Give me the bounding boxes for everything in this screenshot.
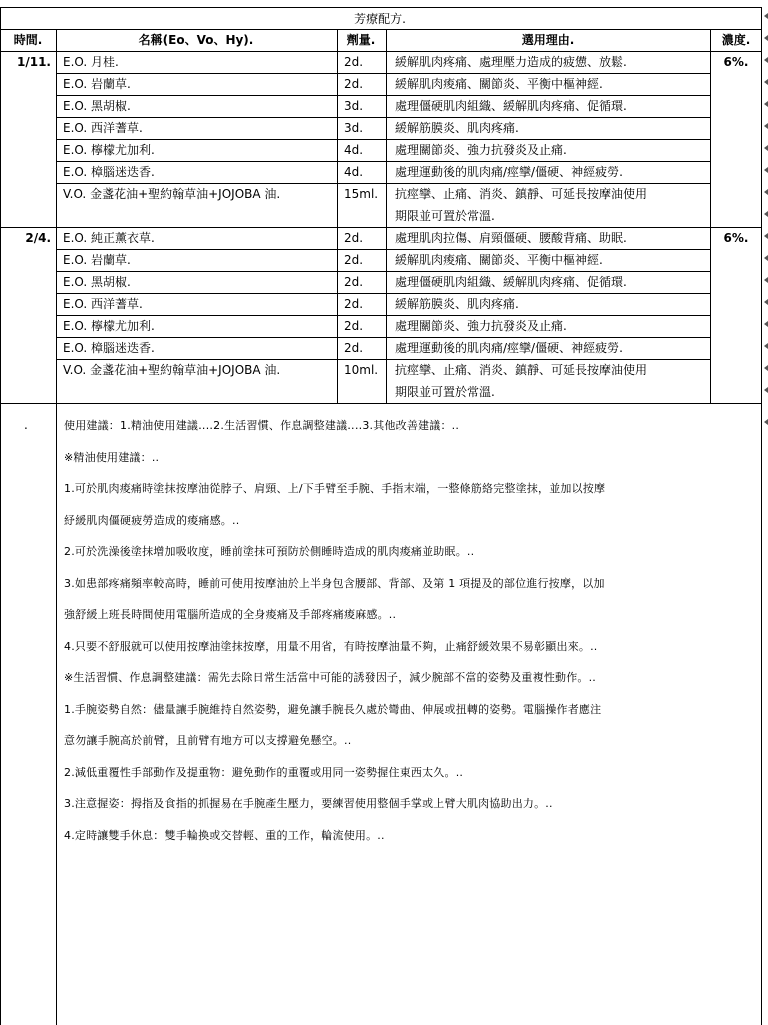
group-concentration: 6%.: [723, 231, 749, 245]
row-rule: [56, 271, 711, 272]
margin-marker-icon: [764, 123, 768, 129]
notes-line: 4.定時讓雙手休息：雙手輪換或交替輕、重的工作，輪流使用。..: [64, 828, 385, 842]
notes-line: 4.只要不舒服就可以使用按摩油塗抹按摩，用量不用省，有時按摩油量不夠，止痛舒緩效果不易彰顯出來。..: [64, 639, 598, 653]
oil-name: E.O. 西洋蓍草.: [63, 121, 143, 135]
notes-line: 意勿讓手腕高於前臂，且前臂有地方可以支撐避免懸空。..: [64, 734, 352, 747]
margin-marker-icon: [764, 419, 768, 425]
header-concentration: 濃度.: [721, 33, 751, 47]
col-rule: [337, 29, 338, 404]
oil-reason: 緩解肌肉痠痛、關節炎、平衡中樞神經.: [395, 253, 603, 267]
row-rule: [56, 139, 711, 140]
oil-reason: 處理運動後的肌肉痛/痙攣/僵硬、神經疲勞.: [395, 165, 623, 179]
oil-dose: 2d.: [344, 253, 364, 267]
oil-dose: 2d.: [344, 275, 364, 289]
oil-name: E.O. 純正薰衣草.: [63, 231, 155, 245]
oil-name: E.O. 黑胡椒.: [63, 275, 131, 289]
oil-name: E.O. 樟腦迷迭香.: [63, 165, 155, 179]
notes-line: 1.可於肌肉痠痛時塗抹按摩油從脖子、肩頸、上/下手臂至手腕、手指末端，一整條筋絡完整塗抹，並加以按摩: [64, 482, 606, 495]
row-rule: [56, 315, 711, 316]
row-rule: [56, 161, 711, 162]
oil-reason: 處理運動後的肌肉痛/痙攣/僵硬、神經疲勞.: [395, 341, 623, 355]
margin-marker-icon: [764, 387, 768, 393]
header-dose: 劑量.: [346, 33, 376, 47]
row-rule: [56, 183, 711, 184]
oil-dose: 4d.: [344, 143, 364, 157]
group-bottom-rule: [0, 403, 762, 404]
notes-line: ※生活習慣、作息調整建議：需先去除日常生活當中可能的誘發因子，減少腕部不當的姿勢及重複性動作。..: [64, 671, 597, 684]
oil-reason: 期限並可置於常溫.: [395, 209, 495, 223]
notes-left-mark: .: [24, 418, 28, 432]
group-date: 2/4.: [25, 231, 51, 245]
oil-dose: 2d.: [344, 77, 364, 91]
oil-reason: 期限並可置於常溫.: [395, 385, 495, 399]
margin-marker-icon: [764, 189, 768, 195]
margin-marker-icon: [764, 233, 768, 239]
row-rule: [56, 95, 711, 96]
right-border: [761, 7, 762, 1025]
margin-marker-icon: [764, 35, 768, 41]
oil-name: E.O. 檸檬尤加利.: [63, 319, 155, 333]
group-date: 1/11.: [17, 55, 51, 69]
row-rule: [56, 249, 711, 250]
row-rule: [56, 337, 711, 338]
row-rule: [56, 117, 711, 118]
oil-name: E.O. 檸檬尤加利.: [63, 143, 155, 157]
margin-marker-icon: [764, 13, 768, 19]
oil-dose: 10ml.: [344, 363, 379, 377]
margin-marker-icon: [764, 167, 768, 173]
oil-reason: 處理僵硬肌肉組織、緩解肌肉疼痛、促循環.: [395, 99, 627, 113]
oil-dose: 2d.: [344, 297, 364, 311]
oil-reason: 緩解筋膜炎、肌肉疼痛.: [395, 121, 519, 135]
header-time: 時間.: [13, 33, 43, 47]
oil-name: V.O. 金盞花油+聖約翰草油+JOJOBA 油.: [63, 363, 281, 377]
margin-marker-icon: [764, 211, 768, 217]
margin-marker-icon: [764, 365, 768, 371]
header-name: 名稱(Eo、Vo、Hy).: [138, 33, 254, 47]
margin-marker-icon: [764, 321, 768, 327]
oil-reason: 緩解肌肉疼痛、處理壓力造成的疲憊、放鬆.: [395, 55, 627, 69]
table-title: 芳療配方.: [354, 12, 406, 26]
margin-marker-icon: [764, 277, 768, 283]
notes-line: 強舒緩上班長時間使用電腦所造成的全身痠痛及手部疼痛痠麻感。..: [64, 608, 397, 621]
oil-name: E.O. 岩蘭草.: [63, 77, 131, 91]
oil-name: E.O. 黑胡椒.: [63, 99, 131, 113]
margin-marker-icon: [764, 255, 768, 261]
row-rule: [56, 359, 711, 360]
oil-dose: 2d.: [344, 319, 364, 333]
left-border: [0, 7, 1, 1025]
oil-reason: 處理關節炎、強力抗發炎及止痛.: [395, 319, 567, 333]
oil-name: E.O. 岩蘭草.: [63, 253, 131, 267]
oil-name: E.O. 月桂.: [63, 55, 119, 69]
margin-marker-icon: [764, 343, 768, 349]
oil-reason: 緩解肌肉痠痛、關節炎、平衡中樞神經.: [395, 77, 603, 91]
col-rule: [56, 403, 57, 1025]
oil-dose: 2d.: [344, 341, 364, 355]
oil-dose: 15ml.: [344, 187, 379, 201]
margin-marker-icon: [764, 101, 768, 107]
col-rule: [56, 29, 57, 404]
oil-name: E.O. 樟腦迷迭香.: [63, 341, 155, 355]
table-top-border: [0, 7, 762, 8]
oil-name: E.O. 西洋蓍草.: [63, 297, 143, 311]
col-rule: [710, 29, 711, 404]
notes-line: 1.手腕姿勢自然：儘量讓手腕維持自然姿勢，避免讓手腕長久處於彎曲、伸展或扭轉的姿勢。電腦操作者應注: [64, 702, 602, 716]
header-bottom-rule: [0, 51, 762, 52]
notes-line: 2.可於洗澡後塗抹增加吸收度，睡前塗抹可預防於側睡時造成的肌肉痠痛並助眠。..: [64, 545, 475, 558]
margin-marker-icon: [764, 57, 768, 63]
oil-reason: 緩解筋膜炎、肌肉疼痛.: [395, 297, 519, 311]
notes-line: 使用建議：1.精油使用建議‥‥2.生活習慣、作息調整建議‥‥3.其他改善建議：..: [64, 419, 460, 432]
oil-reason: 抗痙攣、止痛、消炎、鎮靜、可延長按摩油使用: [395, 187, 648, 201]
oil-name: V.O. 金盞花油+聖約翰草油+JOJOBA 油.: [63, 187, 281, 201]
oil-dose: 2d.: [344, 55, 364, 69]
oil-dose: 3d.: [344, 99, 364, 113]
margin-marker-icon: [764, 299, 768, 305]
col-rule: [386, 29, 387, 404]
row-rule: [56, 73, 711, 74]
oil-reason: 處理肌肉拉傷、肩頸僵硬、腰酸背痛、助眠.: [395, 231, 627, 245]
group-bottom-rule: [0, 227, 762, 228]
row-rule: [56, 293, 711, 294]
oil-dose: 2d.: [344, 231, 364, 245]
oil-reason: 處理關節炎、強力抗發炎及止痛.: [395, 143, 567, 157]
oil-reason: 處理僵硬肌肉組織、緩解肌肉疼痛、促循環.: [395, 275, 627, 289]
notes-line: 3.注意握姿：拇指及食指的抓握易在手腕產生壓力，要練習使用整個手掌或上臂大肌肉協助出力。..: [64, 797, 553, 810]
oil-dose: 4d.: [344, 165, 364, 179]
title-bottom-rule: [0, 29, 762, 30]
notes-line: ※精油使用建議：..: [64, 450, 160, 464]
notes-line: 2.減低重覆性手部動作及提重物：避免動作的重覆或用同一姿勢握住東西太久。..: [64, 765, 464, 779]
margin-marker-icon: [764, 79, 768, 85]
notes-line: 紓緩肌肉僵硬疲勞造成的痠痛感。..: [64, 513, 240, 527]
notes-line: 3.如患部疼痛頻率較高時，睡前可使用按摩油於上半身包含腰部、背部、及第 1 項提及的部位進行按摩，以加: [64, 576, 605, 590]
oil-reason: 抗痙攣、止痛、消炎、鎮靜、可延長按摩油使用: [395, 363, 648, 377]
header-reason: 選用理由.: [521, 33, 575, 47]
oil-dose: 3d.: [344, 121, 364, 135]
margin-marker-icon: [764, 145, 768, 151]
group-concentration: 6%.: [723, 55, 749, 69]
